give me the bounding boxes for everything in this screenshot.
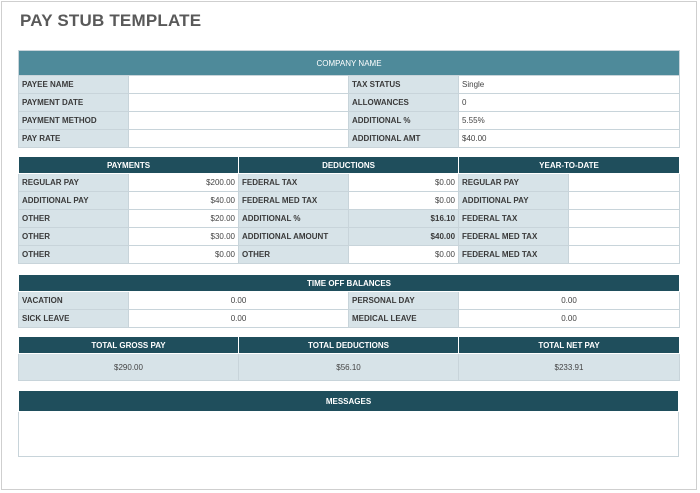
ytd-header: YEAR-TO-DATE xyxy=(459,157,680,174)
total-gross-pay-header: TOTAL GROSS PAY xyxy=(19,337,239,354)
vacation-field[interactable]: 0.00 xyxy=(129,292,349,310)
ytd-value[interactable] xyxy=(569,174,680,192)
deduction-label: ADDITIONAL % xyxy=(239,210,349,228)
tax-status-label: TAX STATUS xyxy=(349,76,459,94)
payment-label: OTHER xyxy=(19,228,129,246)
medical-leave-field[interactable]: 0.00 xyxy=(459,310,680,328)
deduction-label: FEDERAL TAX xyxy=(239,174,349,192)
payment-value[interactable]: $30.00 xyxy=(129,228,239,246)
company-name-header[interactable]: COMPANY NAME xyxy=(19,51,680,76)
allowances-field[interactable]: 0 xyxy=(459,94,680,112)
additional-pct-field[interactable]: 5.55% xyxy=(459,112,680,130)
deduction-value[interactable]: $0.00 xyxy=(349,192,459,210)
ytd-value[interactable] xyxy=(569,210,680,228)
ytd-value[interactable] xyxy=(569,192,680,210)
payee-name-field[interactable] xyxy=(129,76,349,94)
deduction-value[interactable]: $0.00 xyxy=(349,174,459,192)
company-section xyxy=(18,50,679,148)
pay-rate-field[interactable] xyxy=(129,130,349,148)
total-deductions-header: TOTAL DEDUCTIONS xyxy=(239,337,459,354)
totals-section xyxy=(18,336,679,381)
payments-header: PAYMENTS xyxy=(19,157,239,174)
tax-status-field[interactable]: Single xyxy=(459,76,680,94)
time-off-section xyxy=(18,274,679,328)
deduction-value: $16.10 xyxy=(349,210,459,228)
total-net-pay-header: TOTAL NET PAY xyxy=(459,337,680,354)
payment-value[interactable]: $0.00 xyxy=(129,246,239,264)
payment-value[interactable]: $200.00 xyxy=(129,174,239,192)
sick-leave-label: SICK LEAVE xyxy=(19,310,129,328)
messages-header: MESSAGES xyxy=(19,391,679,412)
ytd-label: FEDERAL MED TAX xyxy=(459,228,569,246)
personal-day-label: PERSONAL DAY xyxy=(349,292,459,310)
messages-field[interactable] xyxy=(19,412,679,457)
payment-date-field[interactable] xyxy=(129,94,349,112)
messages-section xyxy=(18,390,679,457)
additional-amt-label: ADDITIONAL AMT xyxy=(349,130,459,148)
deduction-value[interactable]: $0.00 xyxy=(349,246,459,264)
pay-rate-label: PAY RATE xyxy=(19,130,129,148)
medical-leave-label: MEDICAL LEAVE xyxy=(349,310,459,328)
deduction-label: OTHER xyxy=(239,246,349,264)
total-net-pay-value: $233.91 xyxy=(459,354,680,381)
deduction-label: ADDITIONAL AMOUNT xyxy=(239,228,349,246)
payment-method-field[interactable] xyxy=(129,112,349,130)
payment-label: REGULAR PAY xyxy=(19,174,129,192)
vacation-label: VACATION xyxy=(19,292,129,310)
earnings-section xyxy=(18,156,679,264)
ytd-label: REGULAR PAY xyxy=(459,174,569,192)
ytd-value[interactable] xyxy=(569,246,680,264)
payment-value[interactable]: $40.00 xyxy=(129,192,239,210)
pay-stub-sheet xyxy=(1,1,697,490)
ytd-label: FEDERAL MED TAX xyxy=(459,246,569,264)
deduction-label: FEDERAL MED TAX xyxy=(239,192,349,210)
payment-label: OTHER xyxy=(19,246,129,264)
personal-day-field[interactable]: 0.00 xyxy=(459,292,680,310)
deduction-value: $40.00 xyxy=(349,228,459,246)
payment-date-label: PAYMENT DATE xyxy=(19,94,129,112)
additional-amt-field[interactable]: $40.00 xyxy=(459,130,680,148)
page-title: PAY STUB TEMPLATE xyxy=(20,11,202,30)
ytd-label: FEDERAL TAX xyxy=(459,210,569,228)
payment-value[interactable]: $20.00 xyxy=(129,210,239,228)
total-deductions-value: $56.10 xyxy=(239,354,459,381)
payment-label: OTHER xyxy=(19,210,129,228)
payment-label: ADDITIONAL PAY xyxy=(19,192,129,210)
additional-pct-label: ADDITIONAL % xyxy=(349,112,459,130)
payment-method-label: PAYMENT METHOD xyxy=(19,112,129,130)
sick-leave-field[interactable]: 0.00 xyxy=(129,310,349,328)
total-gross-pay-value: $290.00 xyxy=(19,354,239,381)
allowances-label: ALLOWANCES xyxy=(349,94,459,112)
ytd-value[interactable] xyxy=(569,228,680,246)
deductions-header: DEDUCTIONS xyxy=(239,157,459,174)
payee-name-label: PAYEE NAME xyxy=(19,76,129,94)
time-off-header: TIME OFF BALANCES xyxy=(19,275,680,292)
ytd-label: ADDITIONAL PAY xyxy=(459,192,569,210)
